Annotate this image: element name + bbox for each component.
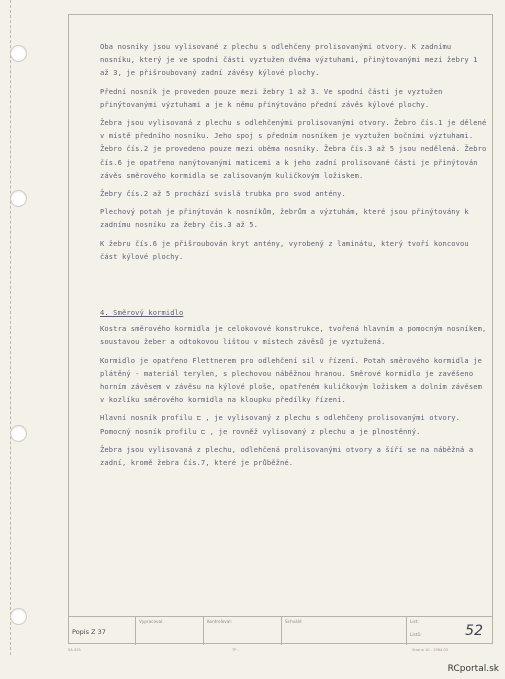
title-block: [68, 616, 493, 645]
paragraph-potah: Plechový potah je přinýtován k nosníkům, žebrům a výztuhám, které jsou přinýtovány k zadnímu nosníku za žebry čís.3 až 5.: [100, 207, 469, 230]
paragraph-kormidlo: Kormidlo je opatřeno Flettnerem pro odlehčení sil v řízení. Potah směrového kormidla je plátěný - materiál terylen, s plechovou náběžnou hranou. Směrové kormidlo je zavěšeno horním závěsem v závěsu na kýlové ploše, opatřeném kuličkovým ložiskem a dolním závěsem v kozlíku směrového kormidla na kloupku předílky řízení.: [100, 355, 482, 405]
footnote-middle: TP -: [232, 648, 239, 652]
vypracoval-cell: [136, 617, 204, 645]
paragraph-predni-nosnik: Přední nosník je proveden pouze mezi žebry 1 až 3. Ve spodní části je vyztužen přinýtovanými výztuhami a je k němu přinýtováno přední závěs kýlové plochy.: [100, 86, 443, 109]
kontroloval-cell: [204, 617, 282, 645]
paragraph-kostra: Kostra směrového kormidla je celokovové konstrukce, tvořená hlavním a pomocným nosníkem, soustavou žeber a odtokovou lištou v místech závěsů je vyztužená.: [100, 324, 487, 347]
list-label: List:: [410, 619, 419, 624]
sheet-cell: [407, 617, 493, 645]
watermark: RCportal.sk: [447, 664, 499, 674]
paragraph-kryt-anteny: K žebru čís.6 je přišroubován kryt antény, vyrobený z laminátu, který tvoří koncovou část kýlové plochy.: [100, 238, 469, 261]
title-cell: [68, 617, 136, 645]
paragraph-zebra-kormidla: Žebra jsou vylisovaná z plechu, odlehčená prolisovanými otvory a šíří se na náběžná a zadní, kromě žebra čís.7, které je průběžné.: [100, 444, 474, 468]
paragraph-hlavni-nosnik: Hlavní nosník profilu ⊏ , je vylisovaný z plechu s odlehčeny prolisovanými otvory. Pomocný nosník profilu ⊏ , je rovněž vylisovaný z plechu a je plnostěnný.: [100, 413, 461, 436]
perforation-line: [10, 0, 11, 655]
paragraph-zebra: Žebra jsou vylisovaná z plechu s odlehčenými prolisovanými otvory. Žebro čís.1 je dělené v místě předního nosníku. Jeho spoj s předním nosníkem je vyztužen bočními výztuhami. Žebro čís.2 je provedeno pouze mezi oběma nosníky. Žebra čís.3 až 5 jsou nedělená. Žebro čís.6 je opatřeno nanýtovanými maticemi a k jeho zadní prolisované části je přinýtován závěs směrového kormidla se zalisovaným kuličkovým ložiskem.: [100, 118, 487, 180]
paragraph-trubka: Žebry čís.2 až 5 prochází svislá trubka pro svod antény.: [100, 189, 346, 199]
document-title: Popis Z 37: [72, 628, 106, 636]
schvalil-label: Schválil:: [285, 619, 303, 624]
sheet-number: 52: [465, 623, 483, 639]
footnote-left: SA 425: [68, 648, 81, 652]
vypracoval-label: Vypracoval:: [139, 619, 164, 624]
footnote-right: Strana 10 - 1964 05: [412, 648, 449, 652]
schvalil-cell: [282, 617, 407, 645]
body-text: [100, 40, 488, 474]
punch-hole: [11, 609, 26, 624]
kontroloval-label: Kontroloval:: [207, 619, 232, 624]
punch-hole: [11, 191, 26, 206]
punch-hole: [11, 46, 26, 61]
punch-hole: [11, 426, 26, 441]
paragraph-nosniky: Oba nosníky jsou vylisované z plechu s odlehčeny prolisovanými otvory. K zadnímu nosníku, který je ve spodní části vyztužen dvěma výztuhami, přinýtovanými mezi žebry 1 až 3, je přišroubovaný zadní závěsy kýlové plochy.: [100, 42, 478, 78]
listu-label: Listů:: [410, 632, 422, 637]
section-heading: 4. Směrový kormidlo: [100, 308, 184, 318]
